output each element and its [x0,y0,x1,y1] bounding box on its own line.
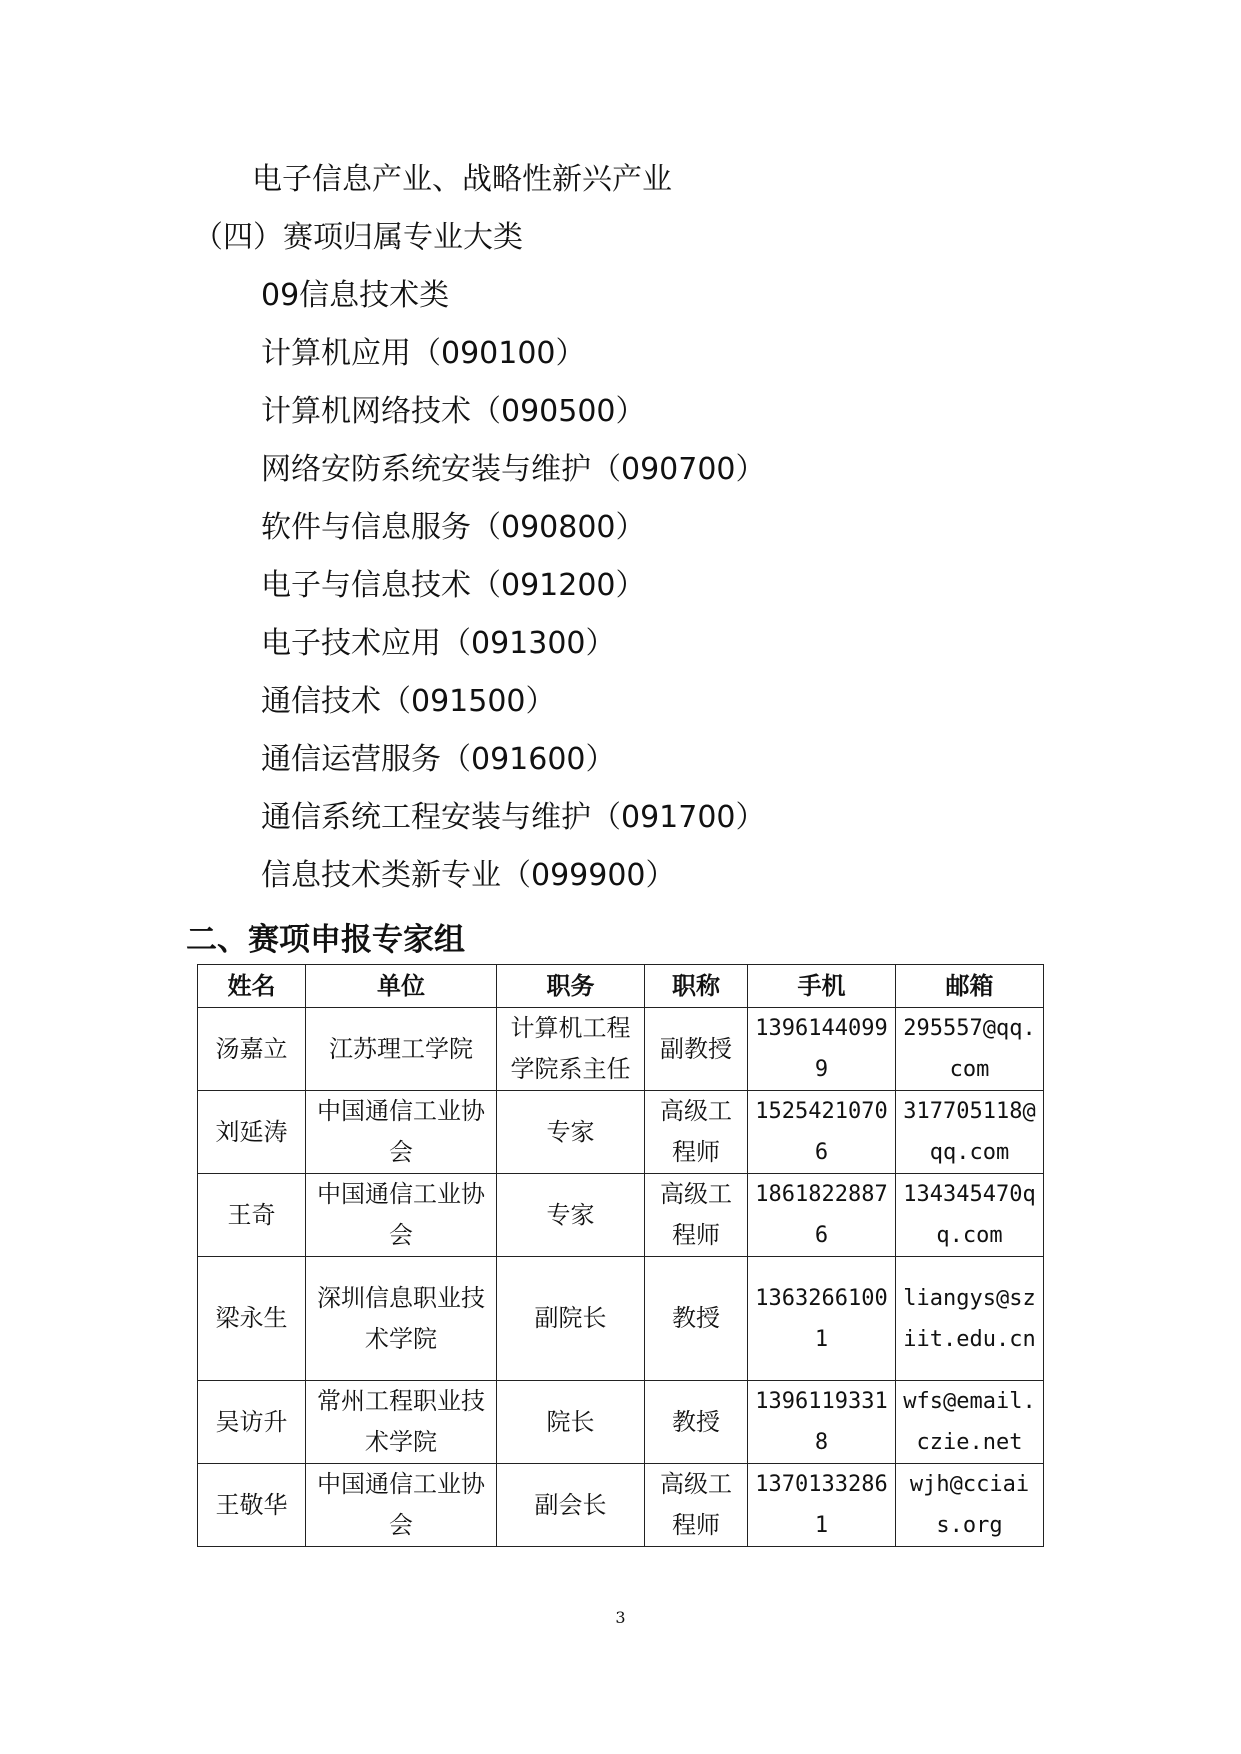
table-row [198,1008,1044,1091]
cell-unit: 深圳信息职业技术学院 [306,1257,497,1381]
cell-unit: 中国通信工业协会 [306,1174,497,1257]
cell-position: 专家 [497,1091,645,1174]
major-item: 通信运营服务（091600） [261,742,616,777]
cell-title: 高级工程师 [645,1091,748,1174]
cell-name: 刘延涛 [198,1091,306,1174]
table-row [198,1464,1044,1547]
table-row [198,1381,1044,1464]
cell-email: wjh@cciais.org [896,1464,1044,1547]
category-heading: 09信息技术类 [261,278,450,313]
cell-unit: 常州工程职业技术学院 [306,1381,497,1464]
cell-title: 教授 [645,1381,748,1464]
major-item: 计算机应用（090100） [261,336,586,371]
cell-name: 汤嘉立 [198,1008,306,1091]
cell-email: 317705118@qq.com [896,1091,1044,1174]
major-item: 电子与信息技术（091200） [261,568,646,603]
cell-phone: 18618228876 [748,1174,896,1257]
cell-position: 计算机工程学院系主任 [497,1008,645,1091]
header-name: 姓名 [198,965,306,1008]
header-position: 职务 [497,965,645,1008]
header-phone: 手机 [748,965,896,1008]
cell-phone: 13961193318 [748,1381,896,1464]
major-item: 通信系统工程安装与维护（091700） [261,800,766,835]
cell-phone: 13632661001 [748,1257,896,1381]
cell-name: 王奇 [198,1174,306,1257]
cell-unit: 中国通信工业协会 [306,1464,497,1547]
cell-name: 吴访升 [198,1381,306,1464]
cell-position: 院长 [497,1381,645,1464]
major-item: 软件与信息服务（090800） [261,510,646,545]
cell-title: 副教授 [645,1008,748,1091]
major-item: 通信技术（091500） [261,684,556,719]
cell-email: 295557@qq.com [896,1008,1044,1091]
header-unit: 单位 [306,965,497,1008]
industry-line: 电子信息产业、战略性新兴产业 [252,162,672,197]
table-header-row [198,965,1044,1008]
cell-phone: 15254210706 [748,1091,896,1174]
table-row [198,1091,1044,1174]
cell-position: 副会长 [497,1464,645,1547]
cell-email: wfs@email.czie.net [896,1381,1044,1464]
header-email: 邮箱 [896,965,1044,1008]
cell-position: 专家 [497,1174,645,1257]
cell-title: 高级工程师 [645,1174,748,1257]
cell-title: 教授 [645,1257,748,1381]
major-item: 计算机网络技术（090500） [261,394,646,429]
major-item: 网络安防系统安装与维护（090700） [261,452,766,487]
cell-position: 副院长 [497,1257,645,1381]
cell-unit: 中国通信工业协会 [306,1091,497,1174]
major-item: 电子技术应用（091300） [261,626,616,661]
table-row [198,1257,1044,1381]
experts-table [197,964,1044,1547]
cell-email: liangys@sziit.edu.cn [896,1257,1044,1381]
cell-email: 134345470qq.com [896,1174,1044,1257]
header-title: 职称 [645,965,748,1008]
table-row [198,1174,1044,1257]
page-number: 3 [615,1608,626,1627]
section-title: 二、赛项申报专家组 [186,922,465,958]
cell-name: 梁永生 [198,1257,306,1381]
major-item: 信息技术类新专业（099900） [261,858,676,893]
cell-title: 高级工程师 [645,1464,748,1547]
cell-unit: 江苏理工学院 [306,1008,497,1091]
cell-phone: 13961440999 [748,1008,896,1091]
cell-phone: 13701332861 [748,1464,896,1547]
subsection-heading: （四）赛项归属专业大类 [193,220,523,255]
cell-name: 王敬华 [198,1464,306,1547]
